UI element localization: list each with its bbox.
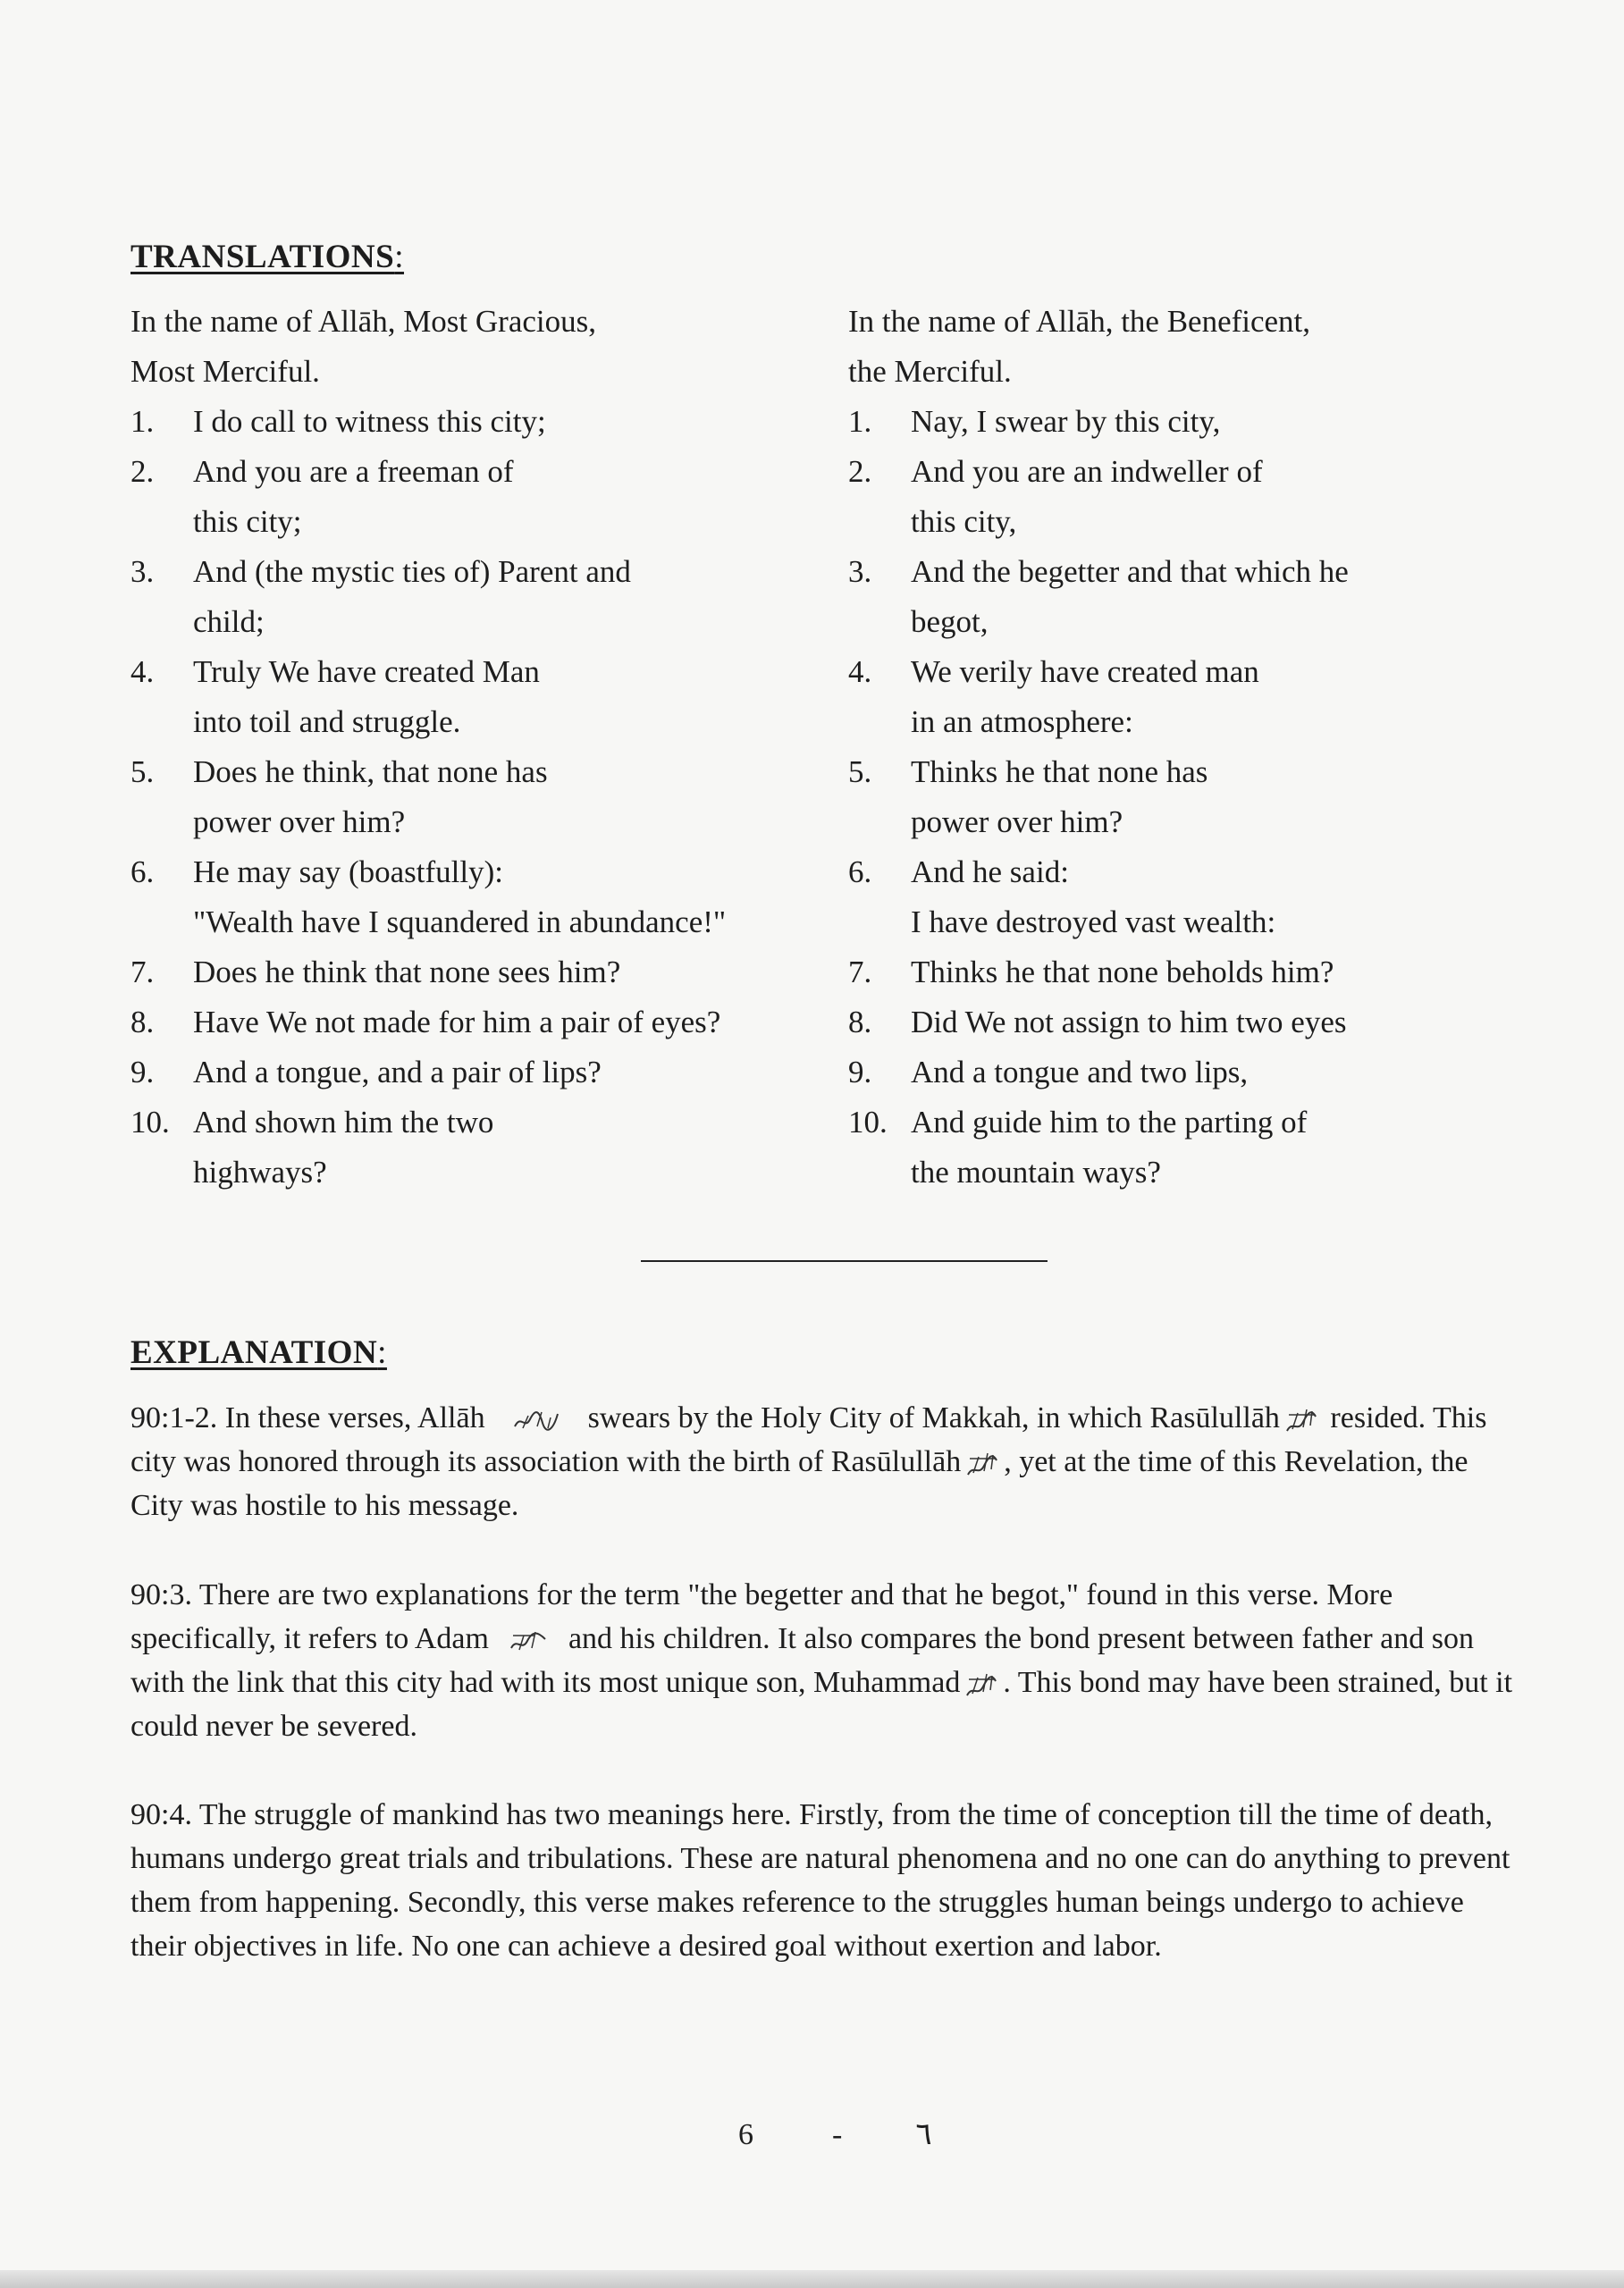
verse-number: 2. (848, 454, 872, 489)
scan-edge-shadow (0, 2270, 1624, 2288)
explanation-paragraph-1: 90:1-2. In these verses, Allāh swears by the Holy City of Makkah, in which Rasūlullāh resided. This city was honored through its association with the birth of Rasūlullāh , yet at the time of this Revelation, the City was hostile to his message. (130, 1401, 1487, 1522)
explanation-heading: EXPLANATION: (130, 1334, 387, 1371)
verse-text: We verily have created man in an atmosphere: (911, 654, 1259, 739)
verse-text: Truly We have created Man into toil and struggle. (193, 654, 540, 739)
verse-number: 6. (848, 854, 872, 889)
verse-item (848, 1047, 1545, 1098)
verse-item (130, 947, 828, 997)
verse-text: Thinks he that none has power over him? (911, 754, 1208, 839)
verse-item (130, 647, 828, 747)
verse-item (130, 397, 828, 447)
verse-list-right (848, 397, 1545, 1198)
verse-number: 4. (130, 654, 155, 689)
allah-salutation-icon (512, 1407, 560, 1434)
verse-item (130, 847, 828, 947)
verse-text: Did We not assign to him two eyes (911, 1005, 1347, 1039)
verse-item (130, 547, 828, 647)
verse-number: 3. (848, 554, 872, 589)
verse-number: 5. (848, 754, 872, 789)
verse-number: 6. (130, 854, 155, 889)
translations-heading: TRANSLATIONS: (130, 239, 405, 275)
verse-text: And guide him to the parting of the mountain ways? (911, 1105, 1308, 1190)
verse-item (848, 747, 1545, 847)
verse-number: 2. (130, 454, 155, 489)
verse-item (848, 447, 1545, 547)
verse-number: 4. (848, 654, 872, 689)
verse-number: 9. (130, 1055, 155, 1089)
translation-column-left (130, 297, 828, 1198)
basmala-left: In the name of Allāh, Most Gracious, Most Merciful. (130, 304, 597, 389)
adam-salutation-icon (509, 1627, 548, 1655)
verse-number: 10. (130, 1105, 170, 1140)
verse-number: 8. (130, 1005, 155, 1039)
verse-text: Does he think, that none has power over him? (193, 754, 548, 839)
page-number: 6 (738, 2118, 753, 2151)
verse-item (130, 447, 828, 547)
verse-item (130, 1098, 828, 1198)
verse-text: Does he think that none sees him? (193, 955, 621, 989)
explanation-paragraph-3: 90:4. The struggle of mankind has two meanings here. Firstly, from the time of conception till the time of death, humans undergo great trials and tribulations. These are natural phenomena and no one can do anything to prevent them from happening. Secondly, this verse makes reference to the struggles human beings undergo to achieve their objectives in life. No one can achieve a desired goal without exertion and labor. (130, 1798, 1510, 1963)
verse-text: And (the mystic ties of) Parent and child; (193, 554, 631, 639)
verse-number: 7. (848, 955, 872, 989)
basmala-right: In the name of Allāh, the Beneficent, the Merciful. (848, 304, 1311, 389)
verse-text: And you are an indweller of this city, (911, 454, 1263, 539)
verse-text: And he said: I have destroyed vast wealth: (911, 854, 1276, 939)
footer-dash: - (832, 2118, 843, 2151)
verse-number: 9. (848, 1055, 872, 1089)
verse-text: And a tongue and two lips, (911, 1055, 1249, 1089)
prophet-salutation-icon (963, 1669, 999, 1701)
verse-number: 10. (848, 1105, 888, 1140)
section-divider (641, 1260, 1048, 1262)
page-footer (738, 2116, 932, 2152)
verse-item (130, 997, 828, 1047)
verse-number: 8. (848, 1005, 872, 1039)
verse-item (848, 1098, 1545, 1198)
verse-item (848, 547, 1545, 647)
translation-column-right (848, 297, 1545, 1198)
verse-item (848, 997, 1545, 1047)
verse-text: And shown him the two highways? (193, 1105, 494, 1190)
verse-list-left (130, 397, 828, 1198)
verse-text: Thinks he that none beholds him? (911, 955, 1334, 989)
verse-text: And the begetter and that which he begot, (911, 554, 1349, 639)
verse-text: He may say (boastfully): "Wealth have I squandered in abundance!" (193, 854, 727, 939)
arabic-page-number: ٦ (915, 2116, 932, 2152)
verse-number: 1. (130, 404, 155, 439)
prophet-salutation-icon (1283, 1404, 1319, 1436)
verse-item (848, 847, 1545, 947)
explanation-paragraph-2: 90:3. There are two explanations for the term "the begetter and that he begot," found in this verse. More specifically, it refers to Adam and his children. It also compares the bond present between father and son with the link that this city had with its most unique son, Muhammad . This bond may have been strained, but it could never be severed. (130, 1578, 1513, 1743)
verse-number: 1. (848, 404, 872, 439)
verse-text: And you are a freeman of this city; (193, 454, 514, 539)
verse-number: 3. (130, 554, 155, 589)
verse-item (848, 647, 1545, 747)
verse-text: And a tongue, and a pair of lips? (193, 1055, 602, 1089)
verse-text: I do call to witness this city; (193, 404, 546, 439)
verse-item (130, 1047, 828, 1098)
verse-number: 5. (130, 754, 155, 789)
verse-text: Have We not made for him a pair of eyes? (193, 1005, 721, 1039)
verse-item (848, 397, 1545, 447)
verse-item (848, 947, 1545, 997)
verse-text: Nay, I swear by this city, (911, 404, 1221, 439)
verse-item (130, 747, 828, 847)
prophet-salutation-icon (964, 1448, 1000, 1480)
verse-number: 7. (130, 955, 155, 989)
